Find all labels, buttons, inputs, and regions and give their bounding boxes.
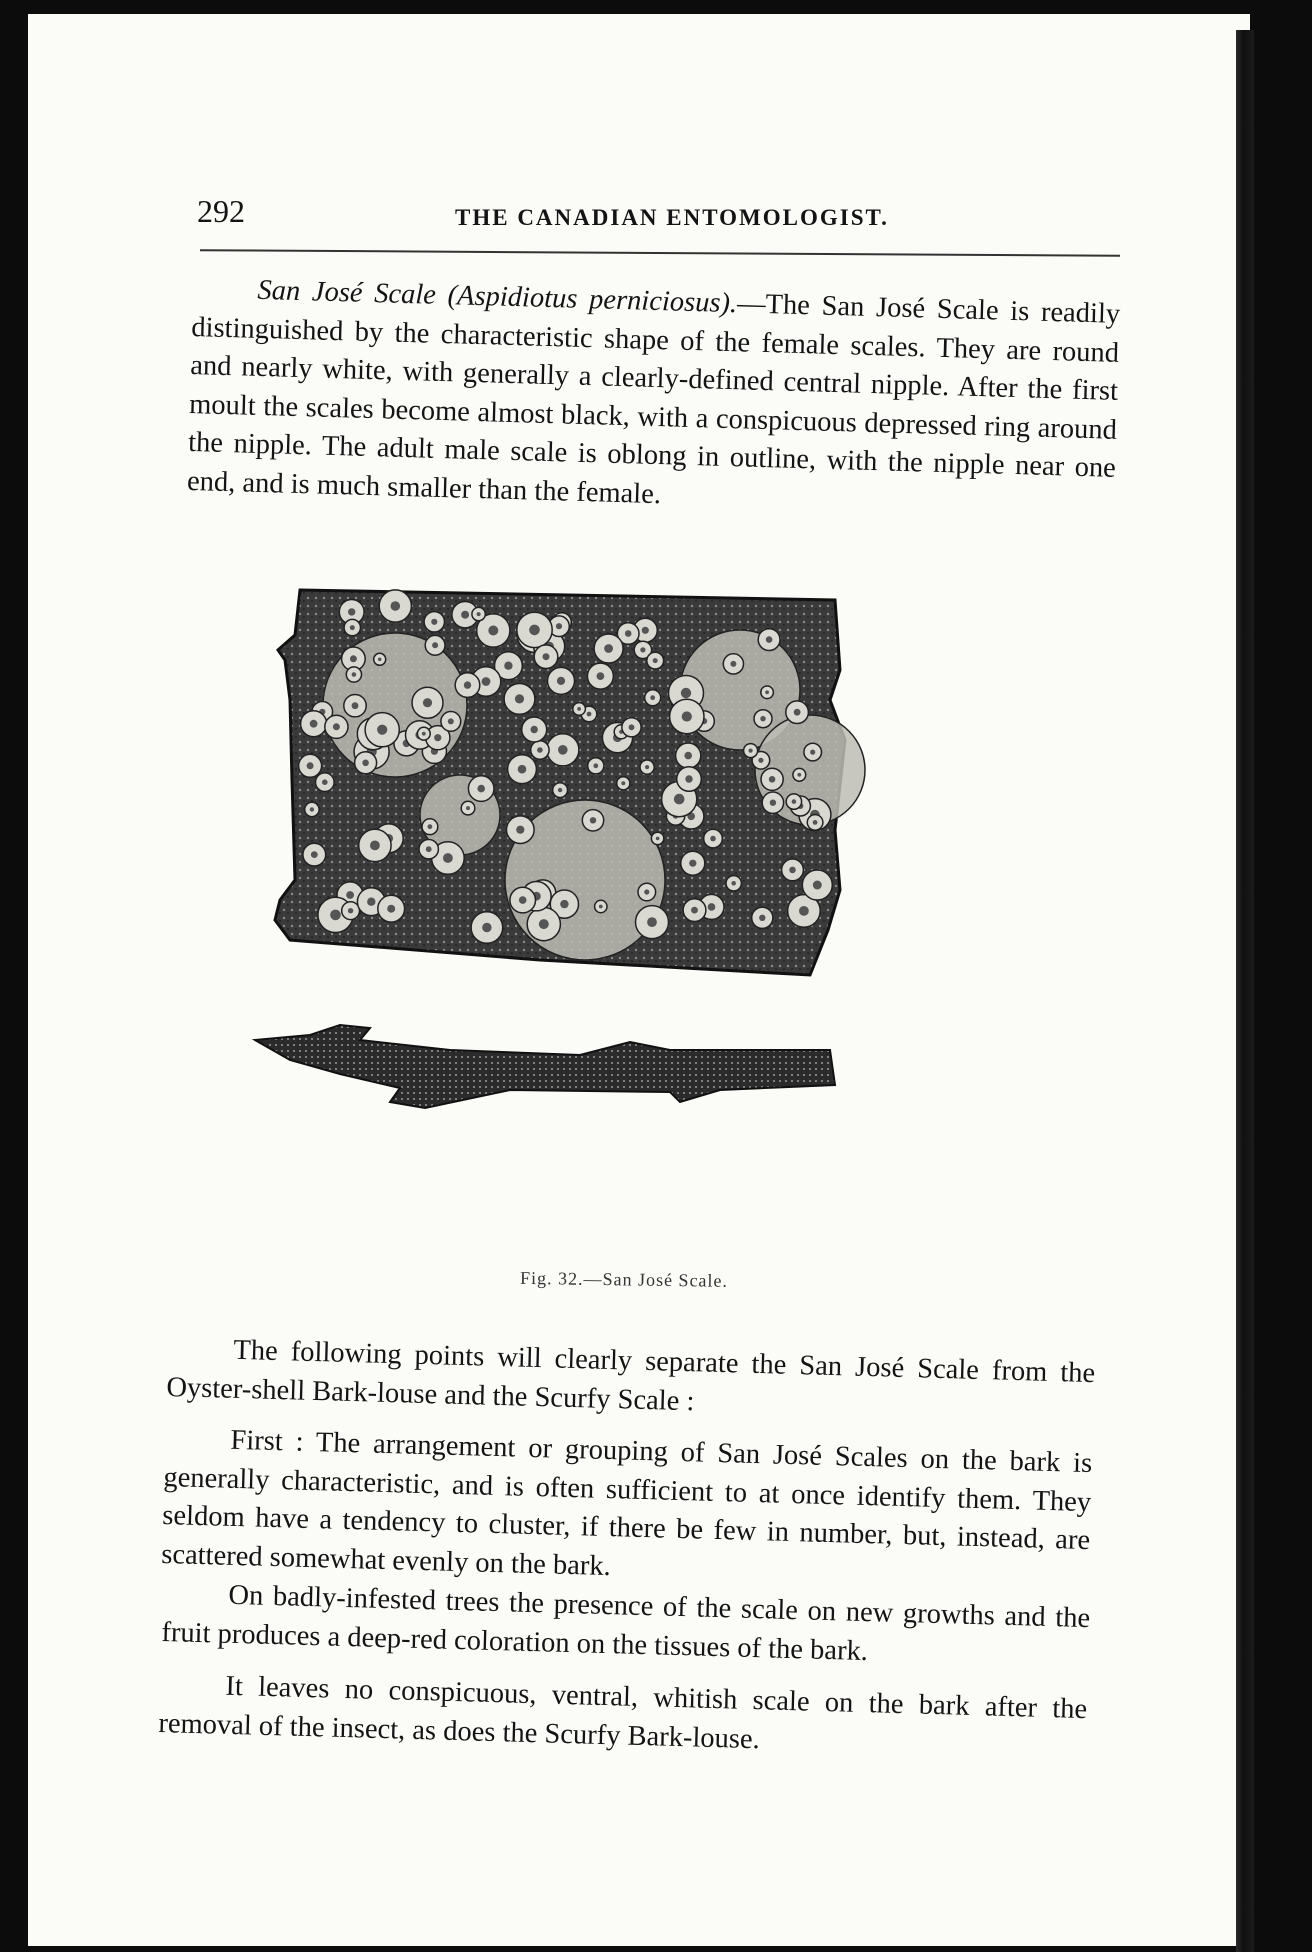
scale-nipple bbox=[504, 662, 512, 670]
scale-nipple bbox=[597, 672, 605, 680]
scale-nipple bbox=[333, 723, 340, 730]
scale-nipple bbox=[537, 747, 543, 753]
scale-nipple bbox=[367, 898, 375, 906]
scale-nipple bbox=[710, 836, 716, 842]
scale-nipple bbox=[348, 608, 355, 615]
scale-nipple bbox=[556, 623, 562, 629]
page-number: 292 bbox=[197, 193, 245, 229]
scale-nipple bbox=[689, 860, 696, 867]
scale-nipple bbox=[810, 750, 815, 755]
scale-nipple bbox=[749, 749, 753, 753]
scale-nipple bbox=[799, 906, 809, 916]
scale-nipple bbox=[640, 647, 645, 652]
scale-nipple bbox=[423, 698, 432, 707]
scale-nipple bbox=[684, 752, 692, 760]
scale-nipple bbox=[731, 881, 736, 886]
scale-nipple bbox=[792, 799, 797, 804]
scale-nipple bbox=[422, 732, 426, 736]
paragraph-2: First : The arrangement or grouping of San José Scales on the bark is generally characteristic, and is often sufficient to at once identify them. They seldom have a tendency to cluster, if there be few in number, but, instead, are scattered somewhat evenly on the bark. bbox=[160, 1424, 1093, 1582]
figure-caption: Fig. 32.—San José Scale. bbox=[519, 1267, 729, 1291]
scale-nipple bbox=[653, 658, 658, 663]
scale-nipple bbox=[543, 653, 550, 660]
scale-nipple bbox=[769, 776, 776, 783]
scale-nipple bbox=[519, 896, 527, 904]
scale-nipple bbox=[765, 690, 769, 694]
scale-nipple bbox=[352, 702, 359, 709]
bark-illustration bbox=[250, 580, 1030, 1260]
scale-nipple bbox=[539, 919, 549, 929]
scale-nipple bbox=[310, 720, 318, 728]
scale-nipple bbox=[794, 709, 801, 716]
scale-nipple bbox=[387, 905, 395, 913]
scale-nipple bbox=[518, 765, 527, 774]
scale-nipple bbox=[477, 785, 485, 793]
scale-nipple bbox=[346, 891, 354, 899]
paragraph-4: It leaves no conspicuous, ventral, whitish scale on the bark after the removal of the insect, as does the Scurfy Bark-louse. bbox=[158, 1670, 1088, 1755]
scale-nipple bbox=[322, 779, 328, 785]
scale-nipple bbox=[577, 707, 581, 711]
book-edge bbox=[1236, 30, 1254, 1952]
scale-nipple bbox=[629, 724, 635, 730]
scale-nipple bbox=[621, 781, 625, 785]
scale-nipple bbox=[789, 867, 796, 874]
scale-nipple bbox=[644, 889, 649, 894]
scale-nipple bbox=[558, 745, 568, 755]
scale-nipple bbox=[426, 846, 432, 852]
scale-nipple bbox=[515, 694, 524, 703]
scale-nipple bbox=[330, 910, 341, 921]
scale-nipple bbox=[587, 712, 592, 717]
scale-nipple bbox=[362, 760, 369, 767]
scale-nipple bbox=[558, 788, 562, 792]
scale-nipple bbox=[432, 642, 438, 648]
scale-nipple bbox=[448, 718, 454, 724]
scale-nipple bbox=[650, 695, 655, 700]
twig bbox=[255, 1025, 835, 1108]
figure bbox=[250, 580, 1030, 1291]
scale-nipple bbox=[625, 630, 632, 637]
scale-nipple bbox=[350, 625, 355, 630]
scale-nipple bbox=[557, 677, 565, 685]
scale-nipple bbox=[352, 672, 357, 677]
scale-nipple bbox=[516, 826, 524, 834]
scale-nipple bbox=[531, 726, 538, 733]
scale-nipple bbox=[529, 625, 540, 636]
scale-nipple bbox=[770, 800, 776, 806]
scale-nipple bbox=[370, 841, 380, 851]
scale-nipple bbox=[560, 900, 568, 908]
scale-nipple bbox=[391, 601, 401, 611]
scale-nipple bbox=[482, 677, 491, 686]
scale-nipple bbox=[685, 775, 692, 782]
intro-heading: San José Scale (Aspidiotus perniciosus). bbox=[257, 274, 738, 320]
scale-nipple bbox=[682, 711, 692, 721]
scale-nipple bbox=[348, 908, 353, 913]
scale-nipple bbox=[797, 773, 801, 777]
scale-nipple bbox=[599, 905, 603, 909]
running-title: THE CANADIAN ENTOMOLOGIST. bbox=[455, 205, 889, 230]
scale-nipple bbox=[656, 837, 660, 841]
intro-paragraph bbox=[187, 270, 1121, 527]
scale-nipple bbox=[443, 853, 453, 863]
scale-nipple bbox=[477, 612, 481, 616]
scale-nipple bbox=[691, 907, 698, 914]
page-header bbox=[165, 193, 1125, 243]
scale-nipple bbox=[604, 644, 613, 653]
scale-nipple bbox=[766, 636, 773, 643]
scale-nipple bbox=[466, 806, 470, 810]
scale-nipple bbox=[377, 725, 387, 735]
scale-nipple bbox=[681, 688, 691, 698]
scale-nipple bbox=[758, 758, 763, 763]
scale-nipple bbox=[488, 626, 498, 636]
scale-nipple bbox=[307, 762, 314, 769]
paragraph-1: The following points will clearly separate the San José Scale from the Oyster-shell Bark-louse and the Scurfy Scale : bbox=[166, 1334, 1096, 1417]
scale-nipple bbox=[431, 619, 437, 625]
scale-nipple bbox=[590, 817, 596, 823]
scale-nipple bbox=[350, 655, 357, 662]
scale-nipple bbox=[428, 824, 433, 829]
paragraph-3: On badly-infested trees the presence of the scale on new growths and the fruit produces a deep-red coloration on the tissues of the bark. bbox=[161, 1579, 1091, 1667]
scale-nipple bbox=[310, 807, 314, 811]
scale-nipple bbox=[759, 915, 765, 921]
intro-body: —The San José Scale is readily distinguished by the characteristic shape of the female scales. They are round and nearly white, with generally a clearly-defined central nipple. After the first moult the scales become almost black, with a conspicuous depressed ring around the nipple. The adult male scale is oblong in outline, with the nipple near one end, and is much smaller than the female. bbox=[186, 288, 1121, 510]
scale-nipple bbox=[647, 917, 657, 927]
scale-nipple bbox=[311, 851, 318, 858]
scale-nipple bbox=[482, 923, 491, 932]
scale-nipple bbox=[464, 681, 471, 688]
scale-nipple bbox=[674, 794, 685, 805]
scale-nipple bbox=[813, 820, 818, 825]
scale-nipple bbox=[708, 903, 716, 911]
scale-nipple bbox=[642, 627, 649, 634]
scale-nipple bbox=[461, 611, 469, 619]
scale-nipple bbox=[434, 734, 441, 741]
scale-nipple bbox=[378, 658, 382, 662]
scale-nipple bbox=[645, 765, 649, 769]
scale-nipple bbox=[813, 881, 822, 890]
scale-nipple bbox=[730, 661, 736, 667]
scale-nipple bbox=[760, 716, 765, 721]
scale-nipple bbox=[593, 763, 598, 768]
